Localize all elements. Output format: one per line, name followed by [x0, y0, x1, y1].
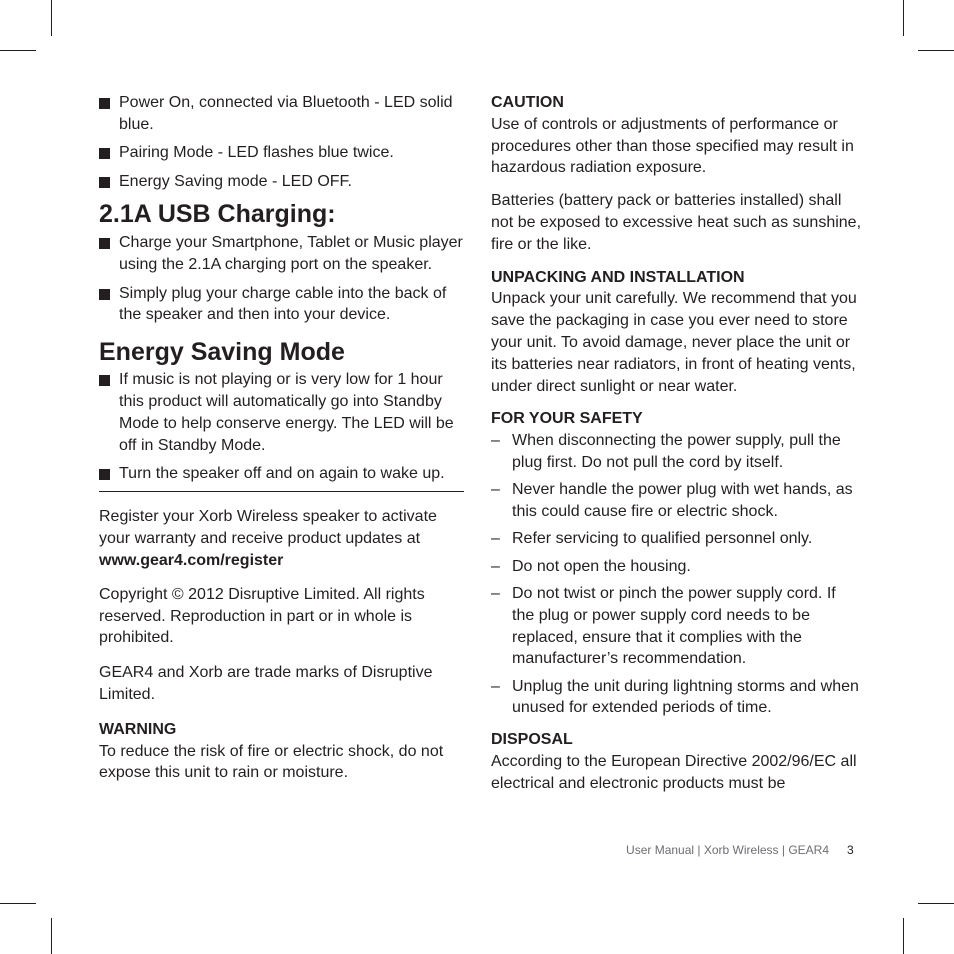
- list-item-text: Turn the speaker off and on again to wake up.: [119, 464, 445, 482]
- list-item: [99, 232, 464, 276]
- crop-mark: [903, 0, 904, 36]
- usb-charging-list: [99, 232, 464, 326]
- usb-charging-heading: 2.1A USB Charging:: [99, 200, 336, 229]
- safety-list: [491, 430, 861, 719]
- copyright-text: Copyright © 2012 Disruptive Limited. All rights reserved. Reproduction in part or in whole is prohibited.: [99, 585, 425, 647]
- square-bullet-icon: [99, 177, 110, 188]
- register-paragraph: [99, 506, 464, 571]
- energy-saving-heading: Energy Saving Mode: [99, 338, 345, 367]
- list-item: [491, 528, 861, 550]
- dash-bullet-icon: –: [491, 481, 500, 499]
- list-item: [99, 142, 464, 164]
- unpacking-heading: UNPACKING AND INSTALLATION: [491, 268, 745, 286]
- page-number: 3: [847, 843, 854, 857]
- list-item-text: Refer servicing to qualified personnel only.: [512, 530, 813, 548]
- list-item-text: When disconnecting the power supply, pull the plug first. Do not pull the cord by itself.: [512, 432, 841, 471]
- register-link[interactable]: www.gear4.com/register: [99, 551, 284, 569]
- battery-caution-text: Batteries (battery pack or batteries installed) shall not be exposed to excessive heat such as sunshine, fire or the like.: [491, 192, 862, 253]
- crop-mark: [918, 50, 954, 51]
- trademark-text: GEAR4 and Xorb are trade marks of Disruptive Limited.: [99, 664, 433, 703]
- warning-heading: WARNING: [99, 720, 177, 738]
- dash-bullet-icon: –: [491, 557, 500, 575]
- list-item: [99, 463, 464, 485]
- crop-mark: [903, 918, 904, 954]
- list-item-text: Unplug the unit during lightning storms and when unused for extended periods of time.: [512, 677, 859, 717]
- list-item-text: Pairing Mode - LED flashes blue twice.: [119, 144, 394, 162]
- dash-bullet-icon: –: [491, 584, 500, 602]
- crop-mark: [0, 903, 36, 904]
- list-item-text: Charge your Smartphone, Tablet or Music player using the 2.1A charging port on the speaker.: [119, 234, 463, 274]
- list-item-text: Do not open the housing.: [512, 557, 691, 575]
- disposal-heading: DISPOSAL: [491, 731, 573, 749]
- list-item: [99, 283, 464, 327]
- list-item: [491, 556, 861, 578]
- register-text: Register your Xorb Wireless speaker to activate your warranty and receive product updates at: [99, 508, 437, 548]
- list-item: [491, 583, 861, 670]
- list-item-text: Energy Saving mode - LED OFF.: [119, 172, 352, 190]
- crop-mark: [918, 903, 954, 904]
- square-bullet-icon: [99, 289, 110, 300]
- list-item-text: Never handle the power plug with wet hands, as this could cause fire or electric shock.: [512, 481, 853, 521]
- caution-text: Use of controls or adjustments of performance or procedures other than those specified may result in hazardous radiation exposure.: [491, 115, 854, 177]
- unpacking-text: Unpack your unit carefully. We recommend that you save the packaging in case you ever need to store your unit. To avoid damage, never place the unit or its batteries near radiators, in front of heating vents, under direct sunlight or near water.: [491, 290, 857, 395]
- list-item-text: Power On, connected via Bluetooth - LED solid blue.: [119, 94, 453, 133]
- right-column: [491, 92, 861, 795]
- crop-mark: [51, 918, 52, 954]
- square-bullet-icon: [99, 148, 110, 159]
- caution-heading: CAUTION: [491, 94, 564, 111]
- square-bullet-icon: [99, 238, 110, 249]
- disposal-text: According to the European Directive 2002/96/EC all electrical and electronic products must be: [491, 753, 857, 792]
- list-item-text: Do not twist or pinch the power supply cord. If the plug or power supply cord needs to be replaced, ensure that it complies with the manufacturer’s recommendation.: [512, 584, 836, 668]
- section-divider: [99, 491, 464, 492]
- list-item: [99, 92, 464, 136]
- square-bullet-icon: [99, 375, 110, 386]
- list-item: [491, 430, 861, 474]
- list-item-text: Simply plug your charge cable into the back of the speaker and then into your device.: [119, 284, 447, 324]
- left-column: [99, 92, 464, 784]
- dash-bullet-icon: –: [491, 432, 500, 450]
- page-footer: User Manual | Xorb Wireless | GEAR4: [626, 843, 829, 857]
- list-item: [99, 369, 464, 456]
- dash-bullet-icon: –: [491, 677, 500, 695]
- list-item: [491, 676, 861, 720]
- square-bullet-icon: [99, 98, 110, 109]
- list-item: [99, 171, 464, 193]
- list-item: [491, 479, 861, 523]
- square-bullet-icon: [99, 469, 110, 480]
- crop-mark: [0, 50, 36, 51]
- dash-bullet-icon: –: [491, 530, 500, 548]
- warning-text: To reduce the risk of fire or electric shock, do not expose this unit to rain or moisture.: [99, 742, 444, 782]
- list-item-text: If music is not playing or is very low for 1 hour this product will automatically go into Standby Mode to help conserve energy. The LED will be off in Standby Mode.: [119, 371, 454, 454]
- led-status-list: [99, 92, 464, 192]
- crop-mark: [51, 0, 52, 36]
- energy-saving-list: [99, 369, 464, 485]
- safety-heading: FOR YOUR SAFETY: [491, 410, 643, 428]
